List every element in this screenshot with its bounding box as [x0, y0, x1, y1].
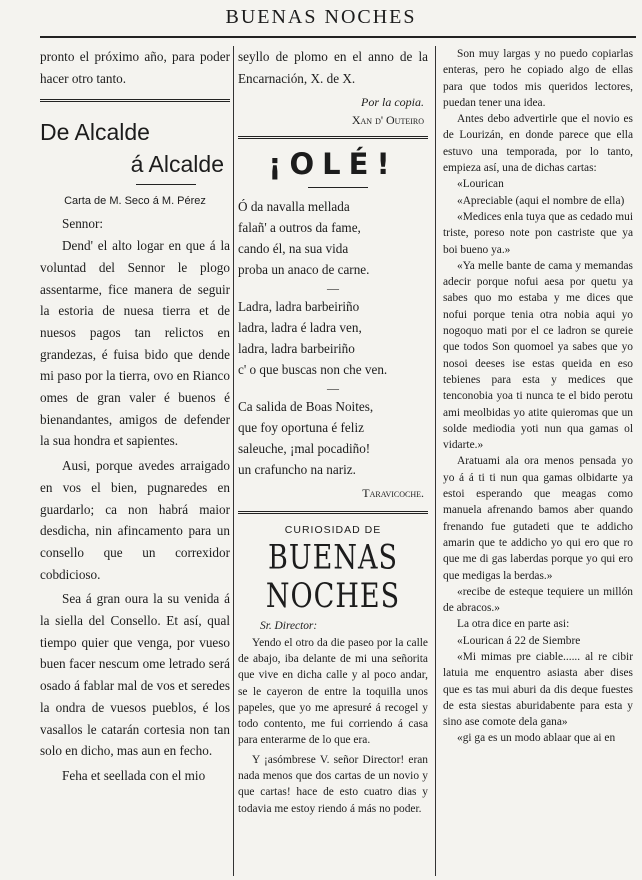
section-divider — [238, 511, 428, 514]
paragraph: Sea á gran oura la su venida á la siella del Consello. Et así, qual tiempo quier que venga, por vueso buen facer nescum ome letrado será osado á fablar mal de vos et seredes la ondra de vuesos pueblos, é los vasallos le catarán cortesia non tan solo en dicho, mas aun en fecho. — [40, 591, 230, 759]
poem-line: un crafuncho na nariz. — [238, 462, 356, 478]
ole-title: ¡OLÉ! — [268, 147, 398, 182]
stanza-separator: — — [327, 381, 339, 396]
section-title: BUENAS NOCHES — [265, 538, 401, 617]
paragraph: Yendo el otro da die paseo por la calle de abajo, iba delante de mi una señorita que vive en dicha calle y al poco andar, se le cayeron de entre la toquilla unos papeles, que yo me apresuré á recogel y todo contento, me fui corriendo á casa para enterarme de lo que era. — [238, 636, 428, 747]
salutation: Sennor: — [62, 216, 104, 232]
section-divider — [238, 136, 428, 139]
masthead-title: BUENAS NOCHES — [225, 6, 417, 28]
article-title-line2: á Alcalde — [130, 151, 224, 178]
column-divider — [233, 46, 234, 876]
poem-line: falañ' a outros da fame, — [238, 220, 361, 236]
paragraph: Ausi, porque avedes arraigado en vos el bien, pugnaredes en guardarlo; ca non habrá maior desdicha, nin afincamento para un consello que un correxidor cobdicioso. — [40, 458, 230, 582]
paragraph: «Mi mimas pre ciable...... al re cibir latuia me enquentro asiasta aber dises que es tas mui aburi da dis deque fuestes de esta siestas aburidabente para esta y sino ase comote dela gana» — [443, 650, 633, 729]
paragraph: Y ¡asómbrese V. señor Director! eran nada menos que dos cartas de un novio y que cartas! hace de esto cuatro dias y todavia me estoy riendo á más no poder. — [238, 753, 428, 815]
paragraph: Aratuami ala ora menos pensada yo yo á á ti ti nun qua gamas olbidarte ya estoi esperando que meagas como manuela afrenando bamos aber quando frenando fue gutadeti que te addicho amarin que te addicho yo qui ero que ro que me di gas laberdas porque yo qui ero que medigas la berdas.» — [443, 455, 633, 582]
stanza-separator: — — [327, 281, 339, 296]
column-right — [443, 46, 633, 747]
article-subtitle: Carta de M. Seco á M. Pérez — [64, 195, 206, 208]
continued-text: seyllo de plomo en el anno de la Encarnación, X. de X. — [238, 49, 428, 86]
paragraph: «Lourican — [457, 178, 504, 191]
paragraph: «Apreciable (aqui el nombre de ella) — [457, 194, 625, 207]
copy-signature: Xan d' Outeiro — [351, 113, 424, 128]
poem-line: Ladra, ladra barbeiriño — [238, 299, 360, 315]
column-left — [40, 46, 230, 787]
poem-line: ladra, ladra barbeiriño — [238, 341, 355, 357]
paragraph: «recibe de esteque tequiere un millón de abracos.» — [443, 585, 633, 615]
paragraph: «Lourican á 22 de Siembre — [457, 634, 581, 647]
section-divider — [40, 99, 230, 102]
paragraph: «Medices enla tuya que as cedado mui triste, poreso note pon castriste que ya boi bueno ya.» — [443, 210, 633, 256]
poem-line: c' o que buscas non che ven. — [238, 362, 388, 378]
poem-line: que foy oportuna é feliz — [238, 420, 364, 436]
letter-salutation: Sr. Director: — [260, 620, 318, 633]
paragraph: Feha et seellada con el mio — [62, 767, 206, 783]
poem-line: cando él, na sua vida — [238, 241, 349, 257]
poem-line: saleuche, ¡mal pocadiño! — [238, 441, 371, 457]
poem-line: proba un anaco de carne. — [238, 262, 370, 278]
paragraph: «gi ga es un modo ablaar que ai en — [457, 732, 616, 745]
poem-line: Ó da navalla mellada — [238, 199, 350, 215]
header-rule — [40, 36, 636, 38]
column-middle — [238, 46, 428, 817]
article-title-line1: De Alcalde — [40, 119, 150, 146]
continued-text: pronto el próximo año, para poder hacer otro tanto. — [40, 49, 230, 86]
paragraph: Dend' el alto logar en que á la voluntad del Sennor le plogo assentarme, fice manera de seguir la estoria de nuesa tierra et de nuesos pagos tan relictos en grandezas, é fuisa bido que dende mi paso por la tierra, ovo en Rianco omes de gran valer é buenos é bienandantes, amigos de defender la sua hondra et sapientes. — [40, 238, 230, 449]
paragraph: Son muy largas y no puedo copiarlas enteras, pero he copiado algo de ellas para que todos mis queridos lectores, puedan tener una idea. — [443, 48, 633, 109]
paragraph: La otra dice en parte asi: — [457, 618, 570, 631]
poem-stanza — [238, 396, 428, 480]
section-kicker: CURIOSIDAD DE — [284, 524, 382, 537]
poem-signature: Taravicoche. — [362, 486, 424, 501]
title-rule — [308, 187, 368, 188]
column-divider — [435, 46, 436, 876]
paragraph: Antes debo advertirle que el novio es de Lourizán, en donde parece que ella estuvo una temporada, por lo tanto, empieza así, una de dichas cartas: — [443, 113, 633, 175]
poem-stanza — [238, 296, 428, 380]
poem-line: Ca salida de Boas Noites, — [238, 399, 374, 415]
poem-line: ladra, ladra é ladra ven, — [238, 320, 362, 336]
title-rule — [136, 184, 196, 185]
paragraph: «Ya melle bante de cama y memandas adecir porque nofui aesa por quetu ya sabes quo mo estaba y me dices que nofui porque tenia otra nobia aqui yo nogoquo mati por el ce ladron se qureie que todos Son quomoel ya sabes que yo nosoi deeses ise estas queida en eso tebienes para esta y medices que tenconobia yoa ti nunca te el bido perotu ami meolbidas yo atite quieromas que un solde mediodia yoti nun qua gamas ol vidarte.» — [443, 259, 633, 452]
copy-note: Por la copia. — [361, 95, 424, 110]
poem-stanza — [238, 196, 428, 280]
